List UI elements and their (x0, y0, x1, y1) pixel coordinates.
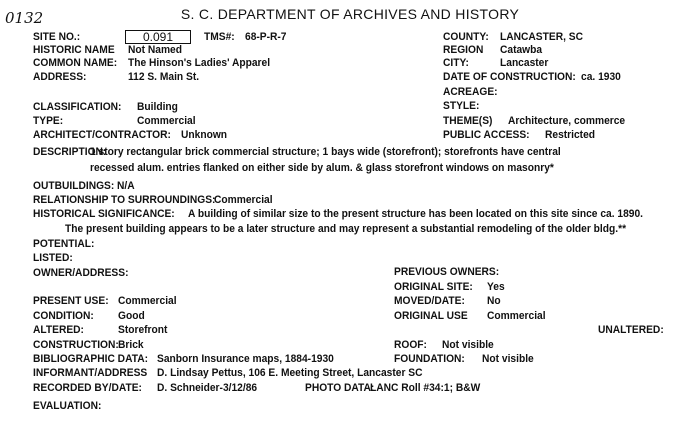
tms-label: TMS#: (204, 31, 235, 43)
historical-significance-line-2: The present building appears to be a later structure and may represent a substantial remodeling of the older bldg.** (65, 223, 627, 235)
informant-label: INFORMANT/ADDRESS (33, 367, 148, 379)
site-no-label: SITE NO.: (33, 31, 81, 43)
historical-significance-label: HISTORICAL SIGNIFICANCE: (33, 208, 175, 220)
relationship-value: Commercial (214, 194, 273, 206)
recorded-value: D. Schneider-3/12/86 (157, 382, 258, 394)
handwritten-number: 0132 (5, 9, 44, 27)
bibliographic-value: Sanborn Insurance maps, 1884-1930 (157, 353, 334, 365)
photo-data-label: PHOTO DATA: (305, 382, 375, 394)
original-site-value: Yes (487, 281, 505, 293)
address-label: ADDRESS: (33, 71, 87, 83)
tms-value: 68-P-R-7 (245, 31, 287, 43)
date-construction-label: DATE OF CONSTRUCTION: (443, 71, 576, 83)
themes-value: Architecture, commerce (508, 115, 626, 127)
condition-label: CONDITION: (33, 310, 94, 322)
outbuildings-label: OUTBUILDINGS: (33, 180, 115, 192)
architect-label: ARCHITECT/CONTRACTOR: (33, 129, 171, 141)
outbuildings-value: N/A (117, 180, 135, 192)
moved-date-value: No (487, 295, 501, 307)
city-value: Lancaster (500, 57, 549, 69)
photo-data-value: LANC Roll #34:1; B&W (370, 382, 481, 394)
informant-value: D. Lindsay Pettus, 106 E. Meeting Street, Lancaster SC (157, 367, 423, 379)
altered-label: ALTERED: (33, 324, 84, 336)
public-access-label: PUBLIC ACCESS: (443, 129, 530, 141)
construction-value: Brick (118, 339, 144, 351)
owner-address-label: OWNER/ADDRESS: (33, 267, 129, 279)
unaltered-label: UNALTERED: (598, 324, 664, 336)
type-value: Commercial (137, 115, 196, 127)
county-label: COUNTY: (443, 31, 489, 43)
evaluation-label: EVALUATION: (33, 400, 102, 412)
classification-value: Building (137, 101, 178, 113)
description-label: DESCRIPTION: (33, 146, 107, 158)
historic-name-label: HISTORIC NAME (33, 44, 115, 56)
condition-value: Good (118, 310, 145, 322)
acreage-label: ACREAGE: (443, 86, 498, 98)
bibliographic-label: BIBLIOGRAPHIC DATA: (33, 353, 148, 365)
original-use-value: Commercial (487, 310, 546, 322)
page-title: S. C. DEPARTMENT OF ARCHIVES AND HISTORY (180, 6, 520, 22)
architect-value: Unknown (181, 129, 228, 141)
moved-date-label: MOVED/DATE: (394, 295, 465, 307)
relationship-label: RELATIONSHIP TO SURROUNDINGS: (33, 194, 216, 206)
description-line-2: recessed alum. entries flanked on either side by alum. & glass storefront windows on masonry* (90, 162, 554, 174)
region-value: Catawba (500, 44, 543, 56)
description-line-1: 1 story rectangular brick commercial structure; 1 bays wide (storefront); storefronts have central (90, 146, 561, 158)
listed-label: LISTED: (33, 252, 73, 264)
common-name-value: The Hinson's Ladies' Apparel (128, 57, 271, 69)
altered-value: Storefront (118, 324, 168, 336)
public-access-value: Restricted (545, 129, 596, 141)
themes-label: THEME(S) (443, 115, 493, 127)
previous-owners-label: PREVIOUS OWNERS: (394, 266, 500, 278)
potential-label: POTENTIAL: (33, 238, 95, 250)
county-value: LANCASTER, SC (500, 31, 583, 43)
roof-label: ROOF: (394, 339, 427, 351)
roof-value: Not visible (442, 339, 494, 351)
type-label: TYPE: (33, 115, 64, 127)
present-use-value: Commercial (118, 295, 177, 307)
construction-label: CONSTRUCTION: (33, 339, 119, 351)
foundation-value: Not visible (482, 353, 534, 365)
historical-significance-line-1: A building of similar size to the present structure has been located on this site since ca. 1890. (188, 208, 643, 220)
common-name-label: COMMON NAME: (33, 57, 118, 69)
style-label: STYLE: (443, 100, 480, 112)
site-no-value: 0.091 (125, 30, 191, 44)
historic-name-value: Not Named (128, 44, 182, 56)
present-use-label: PRESENT USE: (33, 295, 109, 307)
classification-label: CLASSIFICATION: (33, 101, 122, 113)
recorded-label: RECORDED BY/DATE: (33, 382, 142, 394)
address-value: 112 S. Main St. (128, 71, 200, 83)
date-construction-value: ca. 1930 (581, 71, 621, 83)
region-label: REGION (443, 44, 484, 56)
city-label: CITY: (443, 57, 469, 69)
original-use-label: ORIGINAL USE (394, 310, 468, 322)
original-site-label: ORIGINAL SITE: (394, 281, 473, 293)
foundation-label: FOUNDATION: (394, 353, 465, 365)
